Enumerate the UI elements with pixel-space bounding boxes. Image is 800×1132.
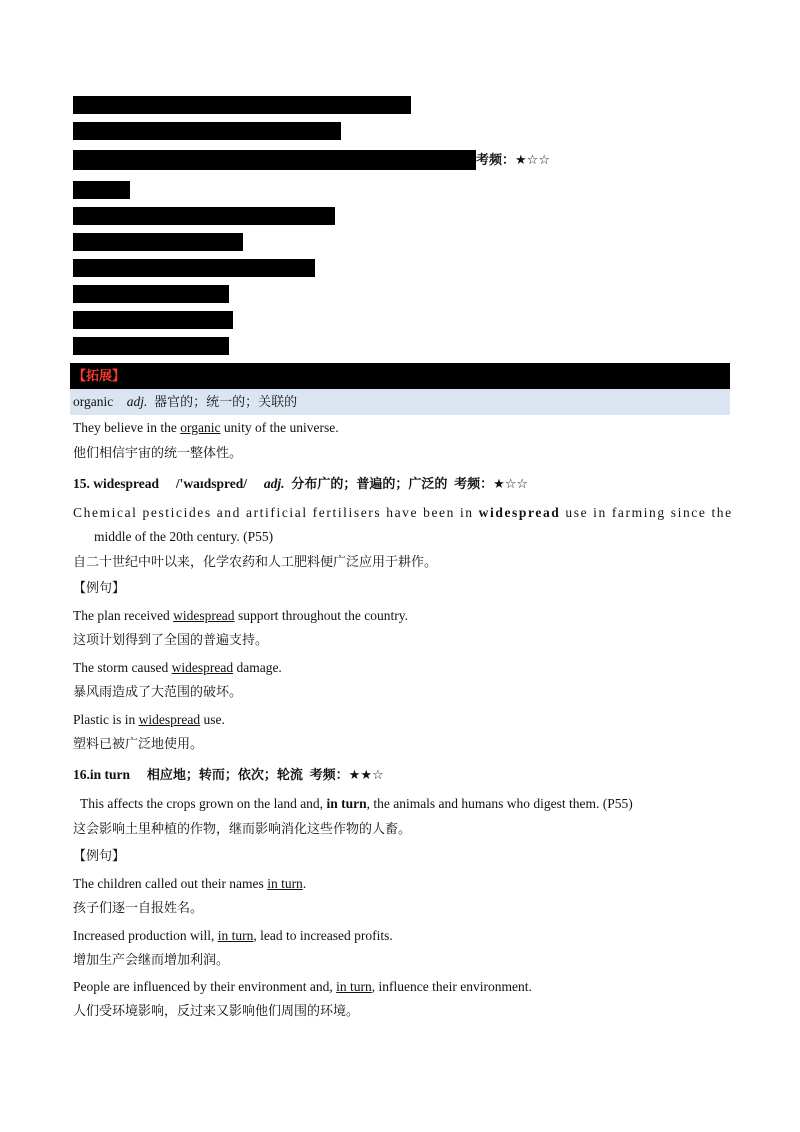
- word15-freq-stars: ★☆☆: [493, 477, 529, 492]
- redacted-line-8: [73, 285, 229, 303]
- word15-ipa: /'waɪdspred/: [175, 476, 248, 491]
- word15-quote-zh: 自二十世纪中叶以来，化学农药和人工肥料便广泛应用于耕作。: [73, 555, 438, 570]
- freq-stars: ★☆☆: [515, 153, 550, 168]
- word15-example-2: [73, 659, 282, 677]
- expand-example-zh: 他们相信宇宙的统一整体性。: [73, 446, 243, 461]
- example-post: use.: [200, 712, 225, 727]
- word15-title: 15. widespread: [73, 476, 160, 491]
- word16-freq-stars: ★★☆: [348, 768, 384, 783]
- word16-example-2: [73, 927, 393, 945]
- example-pre: Increased production will,: [73, 928, 218, 943]
- word15-example-tag: 【例句】: [73, 581, 126, 596]
- redacted-line-4: [73, 181, 130, 199]
- word16-example-tag: 【例句】: [73, 849, 126, 864]
- example-pre: The children called out their names: [73, 876, 268, 891]
- example-word: widespread: [138, 712, 201, 727]
- word15-example-1: [73, 607, 408, 625]
- word16-example-1-zh: 孩子们逐一自报姓名。: [73, 901, 204, 916]
- redacted-line-10: [73, 337, 229, 355]
- word15-quote-pre: Chemical pesticides and artificial fertilisers have been in: [73, 505, 479, 520]
- word16-quote: [80, 795, 633, 813]
- redacted-line-1: [73, 96, 411, 114]
- expand-example-word: organic: [180, 420, 221, 435]
- example-word: in turn: [267, 876, 303, 891]
- word16-example-2-zh: 增加生产会继而增加利润。: [73, 953, 230, 968]
- expand-pos: adj.: [126, 394, 148, 409]
- redacted-line-7: [73, 259, 315, 277]
- word15-quote-cont: middle of the 20th century. (P55): [94, 529, 274, 544]
- top-frequency: [476, 151, 550, 170]
- redacted-line-6: [73, 233, 243, 251]
- expand-word-line: [73, 393, 297, 412]
- example-pre: People are influenced by their environment and,: [73, 979, 337, 994]
- example-word: in turn: [336, 979, 372, 994]
- example-pre: The storm caused: [73, 660, 172, 675]
- freq-label: 考频：: [476, 153, 516, 168]
- example-post: , influence their environment.: [371, 979, 532, 994]
- word16-example-3-zh: 人们受环境影响，反过来又影响他们周围的环境。: [73, 1004, 360, 1019]
- expand-word: organic: [73, 394, 114, 409]
- example-post: damage.: [233, 660, 282, 675]
- word15-quote: [73, 504, 733, 522]
- word15-example-2-zh: 暴风雨造成了大范围的破坏。: [73, 685, 243, 700]
- word16-quote-bold: in turn: [326, 796, 367, 811]
- word16-heading: [73, 766, 384, 785]
- redacted-line-3: [73, 150, 476, 170]
- word15-example-3: [73, 711, 225, 729]
- word16-quote-zh: 这会影响土里种植的作物，继而影响消化这些作物的人畜。: [73, 822, 412, 837]
- expand-example-post: unity of the universe.: [220, 420, 339, 435]
- example-post: .: [302, 876, 307, 891]
- redacted-line-9: [73, 311, 233, 329]
- example-word: widespread: [173, 608, 235, 623]
- example-post: , lead to increased profits.: [253, 928, 393, 943]
- word16-freq-label: 考频：: [309, 768, 349, 783]
- expand-meaning: 器官的；统一的；关联的: [154, 395, 298, 410]
- word16-title: 16.in turn: [73, 767, 131, 782]
- example-pre: Plastic is in: [73, 712, 139, 727]
- expand-tag-text: 【拓展】: [73, 369, 126, 384]
- redacted-line-5: [73, 207, 335, 225]
- word16-quote-pre: This affects the crops grown on the land and,: [80, 796, 327, 811]
- example-post: support throughout the country.: [234, 608, 409, 623]
- expand-header-bar: [70, 363, 730, 389]
- word15-quote-bold: widespread: [478, 505, 561, 520]
- word15-meaning: 分布广的；普遍的；广泛的: [291, 477, 448, 492]
- expand-tag: [73, 367, 125, 386]
- word16-example-3: [73, 978, 532, 996]
- redacted-line-2: [73, 122, 341, 140]
- word15-heading: [73, 475, 528, 494]
- expand-example-pre: They believe in the: [73, 420, 181, 435]
- word15-pos: adj.: [263, 476, 285, 491]
- word16-example-1: [73, 875, 306, 893]
- example-word: in turn: [217, 928, 254, 943]
- word15-quote-post: use in farming since the: [560, 505, 733, 520]
- word16-meaning: 相应地；转而；依次；轮流: [146, 768, 303, 783]
- example-pre: The plan received: [73, 608, 174, 623]
- word15-freq-label: 考频：: [454, 477, 494, 492]
- example-word: widespread: [171, 660, 234, 675]
- word15-example-3-zh: 塑料已被广泛地使用。: [73, 737, 204, 752]
- word16-quote-post: , the animals and humans who digest them. (P55): [366, 796, 633, 811]
- expand-example: [73, 419, 339, 437]
- word15-example-1-zh: 这项计划得到了全国的普遍支持。: [73, 633, 269, 648]
